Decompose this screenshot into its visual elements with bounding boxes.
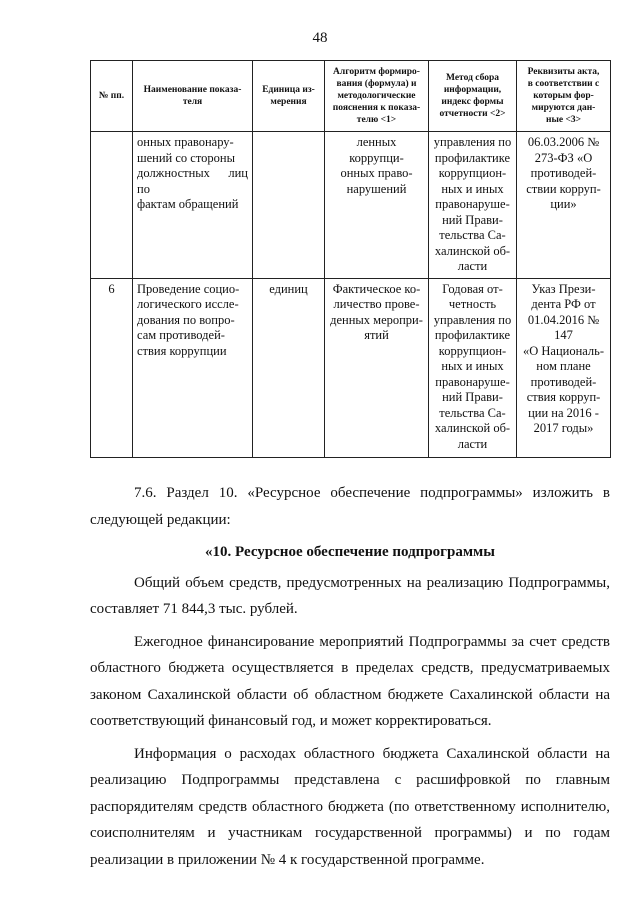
paragraph-expense-info: Информация о расходах областного бюджета Сахалинской области на реализацию Подпрограммы представлена с расшифровкой по главным распорядителям средств областного бюджета (по ответственному исполнителю, соисполнителям и участникам государственной программы) и по годам реализации в приложении № 4 к государственной программе. — [90, 745, 610, 868]
header-collection-method: Метод сбора информации, индекс формы отчетности <2> — [429, 61, 517, 132]
header-act-details: Реквизиты акта, в соответствии с которым фор- мируются дан- ные <3> — [517, 61, 611, 132]
header-unit: Единица из- мерения — [253, 61, 325, 132]
header-indicator-name: Наименование показа- теля — [133, 61, 253, 132]
cell-algorithm: Фактическое ко- личество прове- денных меропри- ятий — [325, 278, 429, 457]
cell-unit: единиц — [253, 278, 325, 457]
paragraph-section-change: 7.6. Раздел 10. «Ресурсное обеспечение подпрограммы» изложить в следующей редакции: — [90, 485, 610, 528]
cell-collection-method: Годовая от- четность управления по профилактике коррупцион- ных и иных правонаруше- ний Прави- тельства Са- халинской об- ласти — [429, 278, 517, 457]
cell-indicator-name: Проведение социо- логического иссле- дования по вопро- сам противодей- ствия коррупции — [133, 278, 253, 457]
section-heading: «10. Ресурсное обеспечение подпрограммы — [205, 544, 495, 560]
cell-indicator-name: онных правонару- шений со стороны должностных лиц по фактам обращений — [133, 132, 253, 279]
cell-act-details: 06.03.2006 № 273-ФЗ «О противодей- ствии корруп- ции» — [517, 132, 611, 279]
header-algorithm: Алгоритм формиро- вания (формула) и методологические пояснения к показа- телю <1> — [325, 61, 429, 132]
table-header-row — [91, 61, 611, 132]
indicators-table — [90, 60, 611, 458]
header-number: № пп. — [91, 61, 133, 132]
table-row — [91, 278, 611, 457]
cell-number: 6 — [91, 278, 133, 457]
cell-act-details: Указ Прези- дента РФ от 01.04.2016 № 147 «О Националь- ном плане противодей- ствия корруп- ции на 2016 - 2017 годы» — [517, 278, 611, 457]
cell-algorithm: ленных коррупци- онных право- нарушений — [325, 132, 429, 279]
paragraph-total-funding: Общий объем средств, предусмотренных на реализацию Подпрограммы, составляет 71 844,3 тыс. рублей. — [90, 574, 610, 617]
cell-unit — [253, 132, 325, 279]
cell-collection-method: управления по профилактике коррупцион- ных и иных правонаруше- ний Прави- тельства Са- халинской об- ласти — [429, 132, 517, 279]
document-body — [90, 480, 610, 873]
paragraph-annual-financing: Ежегодное финансирование мероприятий Подпрограммы за счет средств областного бюджета осуществляется в пределах средств, предусматриваемых законом Сахалинской области об областном бюджете Сахалинской области на соответствующий финансовый год, и может корректироваться. — [90, 633, 610, 729]
page-number: 48 — [312, 30, 328, 46]
cell-number — [91, 132, 133, 279]
table-row — [91, 132, 611, 279]
